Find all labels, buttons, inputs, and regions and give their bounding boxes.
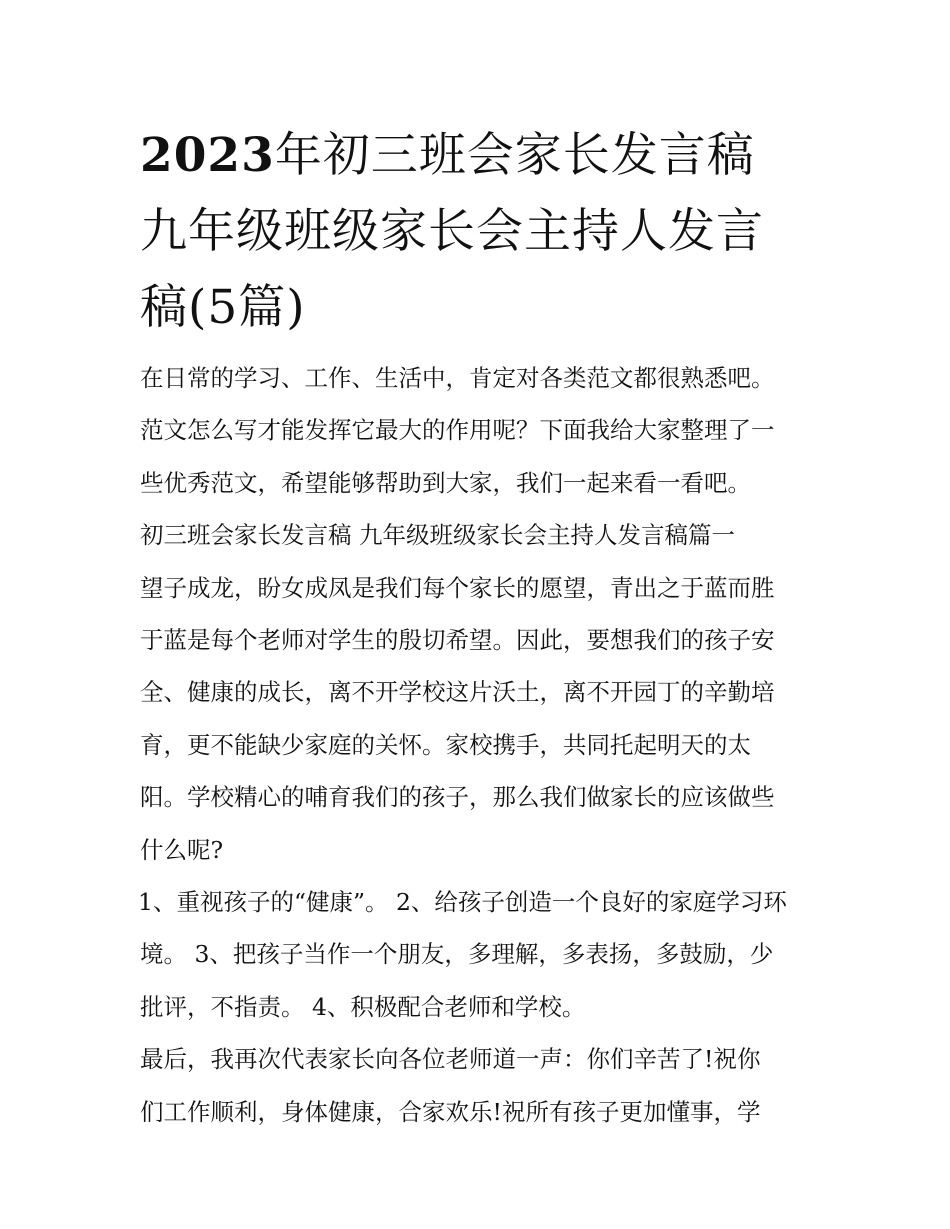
paragraph-line: 最后，我再次代表家长向各位老师道一声：你们辛苦了!祝你 [140, 1045, 761, 1074]
paragraph-line: 阳。学校精心的哺育我们的孩子，那么我们做家长的应该做些 [140, 783, 775, 812]
paragraph-line: 们工作顺利，身体健康，合家欢乐!祝所有孩子更加懂事，学 [140, 1097, 761, 1126]
title-line-1-rest: 年初三班会家长发言稿 [274, 128, 755, 183]
document-body [140, 352, 830, 1138]
intro-line: 在日常的学习、工作、生活中，肯定对各类范文都很熟悉吧。 [140, 364, 775, 392]
paragraph-line: 1、重视孩子的“健康”。 2、给孩子创造一个良好的家庭学习环 [138, 888, 787, 917]
title-year: 2023 [140, 128, 275, 183]
document-title [140, 118, 820, 346]
section-heading-text: 初三班会家长发言稿 九年级班级家长会主持人发言稿篇一 [140, 521, 735, 550]
intro-line: 范文怎么写才能发挥它最大的作用呢？下面我给大家整理了一 [140, 416, 775, 445]
title-line-1 [140, 118, 820, 194]
title-line-3: 稿(5篇) [140, 280, 306, 335]
paragraph-line: 望子成龙，盼女成凤是我们每个家长的愿望，青出之于蓝而胜 [140, 573, 775, 602]
paragraph-line: 于蓝是每个老师对学生的殷切希望。因此，要想我们的孩子安 [140, 626, 775, 655]
paragraph-3 [140, 1033, 830, 1138]
paragraph-1 [140, 562, 830, 876]
title-line-2: 九年级班级家长会主持人发言 [140, 204, 764, 259]
intro-paragraph [140, 352, 830, 509]
section-heading [140, 509, 830, 561]
intro-line: 些优秀范文，希望能够帮助到大家，我们一起来看一看吧。 [140, 468, 751, 497]
paragraph-line: 育，更不能缺少家庭的关怀。家校携手，共同托起明天的太 [140, 730, 751, 759]
paragraph-line: 全、健康的成长，离不开学校这片沃土，离不开园丁的辛勤培 [140, 678, 775, 707]
paragraph-line: 批评，不指责。 4、积极配合老师和学校。 [140, 992, 586, 1021]
paragraph-2 [140, 876, 830, 1033]
paragraph-line: 什么呢? [140, 835, 224, 864]
paragraph-line: 境。 3、把孩子当作一个朋友，多理解，多表扬，多鼓励，少 [140, 940, 774, 969]
